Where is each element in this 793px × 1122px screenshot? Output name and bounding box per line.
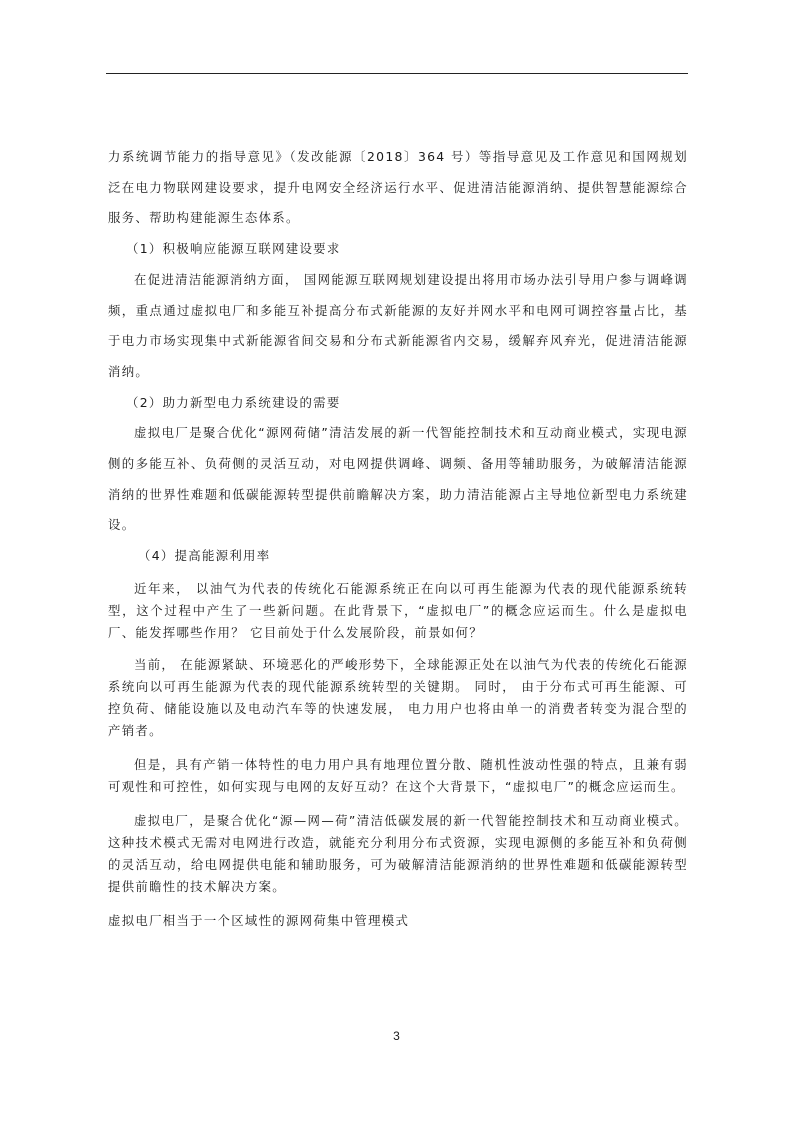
body-paragraph: 虚拟电厂相当于一个区域性的源网荷集中管理模式 bbox=[108, 912, 410, 928]
body-paragraph: 但是，具有产销一体特性的电力用户具有地理位置分散、随机性波动性强的特点，且兼有弱可观性和可控性，如何实现与电网的友好互动？在这个大背景下，“虚拟电厂”的概念应运而生。 bbox=[108, 756, 688, 794]
body-paragraph: 虚拟电厂是聚合优化“源网荷储”清洁发展的新一代智能控制技术和互动商业模式，实现电源侧的多能互补、负荷侧的灵活互动，对电网提供调峰、调频、备用等辅助服务，为破解清洁能源消纳的世界性难题和低碳能源转型提供前瞻解决方案，助力清洁能源占主导地位新型电力系统建设。 bbox=[108, 425, 688, 533]
section-heading: （4）提高能源利用率 bbox=[138, 548, 271, 564]
body-paragraph: 力系统调节能力的指导意见》（发改能源〔2018〕364 号）等指导意见及工作意见和国网规划泛在电力物联网建设要求，提升电网安全经济运行水平、促进清洁能源消纳、提供智慧能源综合服务、帮助构建能源生态体系。 bbox=[108, 149, 688, 226]
document-body bbox=[108, 142, 688, 932]
header-divider bbox=[106, 73, 688, 74]
body-paragraph: 虚拟电厂，是聚合优化“源—网—荷”清洁低碳发展的新一代智能控制技术和互动商业模式。这种技术模式无需对电网进行改造，就能充分利用分布式资源，实现电源侧的多能互补和负荷侧的灵活互动，给电网提供电能和辅助服务，可为破解清洁能源消纳的世界性难题和低碳能源转型提供前瞻性的技术解决方案。 bbox=[108, 812, 688, 894]
body-paragraph: 当前， 在能源紧缺、环境恶化的严峻形势下，全球能源正处在以油气为代表的传统化石能源系统向以可再生能源为代表的现代能源系统转型的关键期。 同时， 由于分布式可再生能源、可控负荷、储能设施以及电动汽车等的快速发展， 电力用户也将由单一的消费者转变为混合型的产销者。 bbox=[108, 656, 688, 738]
section-heading: （1）积极响应能源互联网建设要求 bbox=[126, 241, 341, 257]
section-heading: （2）助力新型电力系统建设的需要 bbox=[126, 394, 341, 410]
page-number: 3 bbox=[393, 1029, 400, 1043]
body-paragraph: 在促进清洁能源消纳方面， 国网能源互联网规划建设提出将用市场办法引导用户参与调峰调频，重点通过虚拟电厂和多能互补提高分布式新能源的友好并网水平和电网可调控容量占比，基于电力市场实现集中式新能源省间交易和分布式新能源省内交易，缓解弃风弃光，促进清洁能源消纳。 bbox=[108, 271, 688, 379]
body-paragraph: 近年来， 以油气为代表的传统化石能源系统正在向以可再生能源为代表的现代能源系统转型，这个过程中产生了一些新问题。在此背景下，“虚拟电厂”的概念应运而生。什么是虚拟电厂、能发挥哪些作用？ 它目前处于什么发展阶段，前景如何？ bbox=[108, 580, 689, 640]
